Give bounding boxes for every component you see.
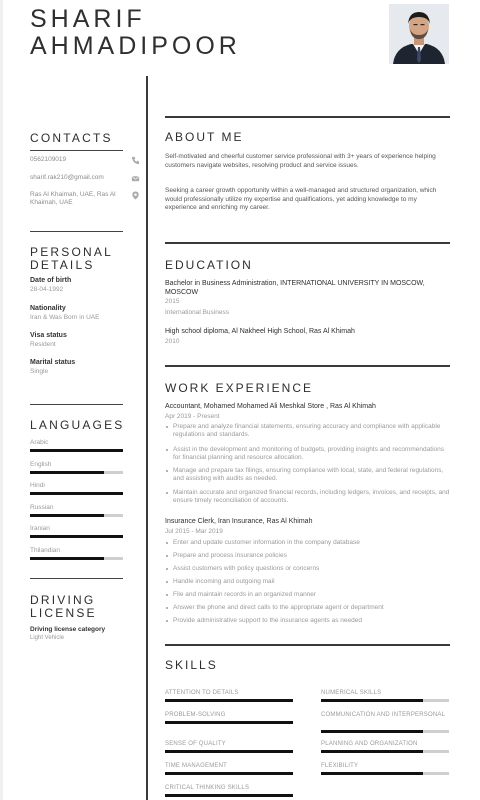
job2-bullet [165,539,450,547]
bullet-dot [166,542,168,544]
language-level-fill [30,557,104,560]
language-level-bar [30,557,123,560]
language-level-bar [30,514,123,517]
skill-name: CRITICAL THINKING SKILLS [165,785,250,791]
candidate-name [30,6,241,60]
nationality-value: Iran & Was Born in UAE [30,314,100,321]
portrait-icon [389,4,449,64]
visa-label: Visa status [30,332,67,339]
job2-bullet-text: Prepare and process insurance policies [173,552,287,559]
contact-address: Ras Al Khaimah, UAE, Ras Al Khaimah, UAE [30,191,116,206]
skill-level-fill [165,772,293,775]
language-name: Thilandian [30,546,60,554]
skill-level-fill [321,772,423,775]
skill-level-bar [165,699,293,702]
job2-bullet [165,604,450,612]
language-level-bar [30,492,123,495]
job2-bullet-text: Handle incoming and outgoing mail [173,578,275,585]
skill-level-fill [321,730,423,733]
nationality-label: Nationality [30,305,66,312]
page-left-edge [0,0,3,800]
location-pin-icon [131,191,140,200]
skill-name: COMMUNICATION AND INTERPERSONAL [321,712,446,718]
job-title-2: Insurance Clerk, Iran Insurance, Ras Al Khimah [165,518,313,525]
skill-name: FLEXIBILITY [321,763,359,769]
about-paragraph-1: Self-motivated and cheerful customer service professional with 3+ years of experience helping customers navigate websites, resolving product and service issues. [165,153,436,169]
bullet-dot [166,426,168,428]
language-name: Hindi [30,482,45,489]
skill-level-fill [165,699,293,702]
language-name: Iranian [30,525,50,532]
skill-name: NUMERICAL SKILLS [321,690,382,696]
skill-name: PROBLEM-SOLVING [165,712,226,718]
bullet-dot [166,581,168,583]
job1-bullet-text: Assist in the development and monitoring of budgets, providing insights and recommendations for financial planning and resource allocation. [173,446,444,461]
job2-bullet [165,565,450,573]
skill-level-bar [321,772,449,775]
column-divider [146,76,148,800]
about-title: ABOUT ME [165,130,244,144]
first-name: SHARIF [30,5,146,33]
skill-name: TIME MANAGEMENT [165,763,228,769]
languages-divider [30,404,123,405]
driving-title-line1: DRIVING [30,593,96,607]
language-name: English [30,460,52,468]
education-year-2: 2010 [165,338,180,345]
job1-bullet-text: Maintain accurate and organized financial records, including ledgers, invoices, and receipts, and ensure timely reconciliation of accounts. [173,489,450,504]
license-category-label: Driving license category [30,626,106,633]
visa-value: Resident [30,341,56,348]
education-field-1: International Business [165,309,229,316]
education-year-1: 2015 [165,298,180,305]
job1-bullet [165,423,450,439]
driving-license-title [30,594,97,620]
job2-bullet-text: Answer the phone and direct calls to the appropriate agent or department [173,604,384,611]
mail-icon [131,174,140,183]
language-level-bar [30,471,123,474]
marital-value: Single [30,368,49,375]
about-divider [165,116,450,118]
language-level-bar [30,535,123,538]
education-degree-1: Bachelor in Business Administration, INTERNATIONAL UNIVERSITY IN MOSCOW, MOSCOW [165,280,425,296]
skill-level-fill [165,721,293,724]
skill-level-bar [321,699,449,702]
driving-title-line2: LICENSE [30,606,97,620]
education-title: EDUCATION [165,258,253,272]
contacts-divider [30,150,123,151]
dob-value: 28-04-1992 [30,286,64,293]
bullet-dot [166,620,168,622]
job1-bullet [165,489,450,505]
bullet-dot [166,568,168,570]
language-level-fill [30,492,123,495]
contacts-title: CONTACTS [30,131,113,145]
job-title-1: Accountant, Mohamed Mohamed Ali Meshkal Store , Ras Al Khimah [165,403,376,410]
education-divider [165,242,450,244]
job2-bullet [165,591,450,599]
personal-title-line2: DETAILS [30,258,95,272]
bullet-dot [166,492,168,494]
skill-level-fill [165,750,293,753]
work-divider [165,365,450,367]
job2-bullet-text: File and maintain records in an organized manner [173,591,317,598]
skill-name: ATTENTION TO DETAILS [165,690,239,696]
skill-level-bar [165,721,293,724]
language-level-fill [30,514,104,517]
skills-title: SKILLS [165,658,218,672]
license-category-value: Light Vehicle [30,635,65,641]
job2-bullet-text: Assist customers with policy questions or concerns [173,565,320,572]
profile-photo [389,4,449,64]
language-name: Russian [30,503,54,511]
job1-bullet [165,446,450,462]
skill-level-fill [165,794,293,797]
skill-level-fill [321,699,423,702]
languages-title: LANGUAGES [30,418,125,432]
bullet-dot [166,470,168,472]
skill-level-bar [165,794,293,797]
skill-level-bar [165,750,293,753]
last-name: AHMADIPOOR [30,32,241,60]
skill-level-bar [321,750,449,753]
bullet-dot [166,449,168,451]
bullet-dot [166,555,168,557]
job1-bullet [165,467,450,483]
skill-name: PLANNING AND ORGANIZATION [321,741,418,747]
job-date-1: Apr 2019 - Present [165,413,220,420]
job1-bullet-text: Manage and prepare tax filings, ensuring compliance with local, state, and federal regulations, and assisting with audits as needed. [173,467,444,482]
language-name: Arabic [30,439,49,446]
contact-phone: 0562109019 [30,156,67,163]
job2-bullet [165,552,450,560]
bullet-dot [166,607,168,609]
driving-divider [30,578,123,579]
work-experience-title: WORK EXPERIENCE [165,381,314,395]
job2-bullet [165,578,450,586]
dob-label: Date of birth [30,277,72,284]
job2-bullet-text: Provide administrative support to the insurance agents as needed [173,617,362,624]
personal-details-title [30,246,113,272]
skill-level-bar [165,772,293,775]
phone-icon [131,156,140,165]
job2-bullet-text: Enter and update customer information in the company database [173,539,360,546]
job2-bullet [165,617,450,625]
personal-title-line1: PERSONAL [30,245,113,259]
job-date-2: Jul 2015 - Mar 2019 [165,528,223,535]
skills-divider [165,644,450,646]
bullet-dot [166,594,168,596]
skill-level-bar [321,730,449,733]
about-paragraph-2: Seeking a career growth opportunity within a well-managed and structured organization, which would professionally utilize my expertise and qualifications, yet adding knowledge to my experience and enriching my career. [165,187,437,211]
contact-email: sharif.rak210@gmail.com [30,174,104,181]
marital-label: Marital status [30,359,76,366]
language-level-fill [30,449,123,452]
education-degree-2: High school diploma, Al Nakheel High School, Ras Al Khimah [165,328,355,335]
skill-name: SENSE OF QUALITY [165,741,226,747]
language-level-bar [30,449,123,452]
skill-level-fill [321,750,423,753]
language-level-fill [30,535,123,538]
job1-bullet-text: Prepare and analyze financial statements, ensuring accuracy and compliance with applicable regulations and standards. [173,423,441,438]
language-level-fill [30,471,104,474]
personal-divider-top [30,231,123,232]
